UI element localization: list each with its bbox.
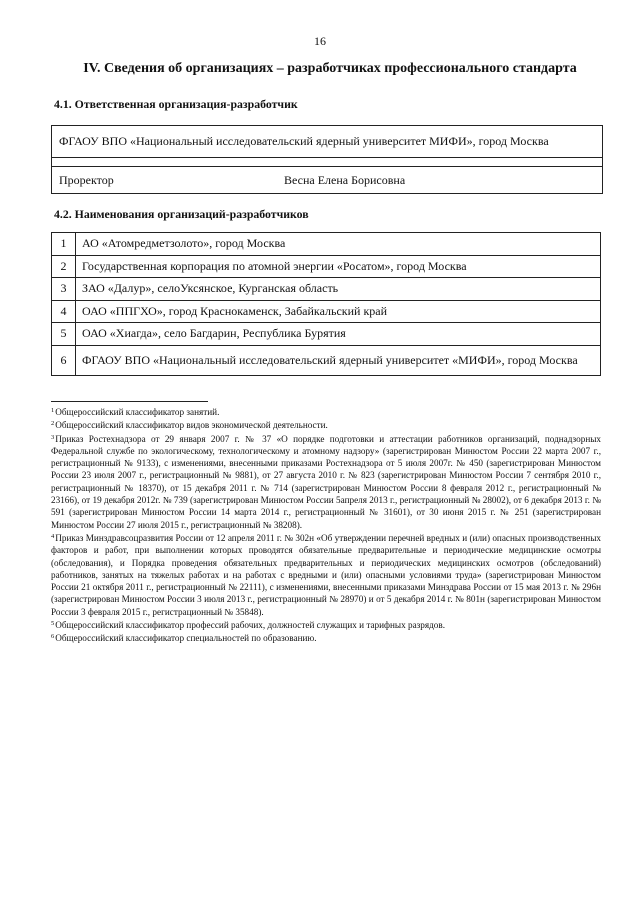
footnote-separator (51, 401, 208, 402)
footnote-text: Общероссийский классификатор занятий. (55, 407, 220, 417)
table-divider (52, 158, 602, 167)
footnote-mark: 1 (51, 407, 55, 414)
table-row (52, 300, 601, 323)
org-name: ЗАО «Далур», селоУксянское, Курганская область (76, 278, 601, 301)
org-name: ОАО «ППГХО», город Краснокаменск, Забайкальский край (76, 300, 601, 323)
org-name: Государственная корпорация по атомной энергии «Росатом», город Москва (76, 255, 601, 278)
person-name: Весна Елена Борисовна (284, 173, 406, 187)
footnote-mark: 4 (51, 532, 55, 540)
org-name: ОАО «Хиагда», село Багдарин, Республика Бурятия (76, 323, 601, 346)
row-number: 6 (52, 345, 76, 375)
table-row (52, 345, 601, 375)
footnote-text: Приказ Ростехнадзора от 29 января 2007 г. № 37 «О порядке подготовки и аттестации работников организаций, поднадзорных Федеральной службе по экологическому, технологическому и атомному надзору» (зарегистрирован Минюстом России 22 марта 2007 г., регистрационный № 9133), с изменениями, внесенными приказами Ростехнадзора от 5 июля 2007г. № 450 (зарегистрирован Минюстом России 23 июля 2007 г., регистрационный № 9881), от 27 августа 2010 г. № 823 (зарегистрирован Минюстом России 7 сентября 2010 г., регистрационный № 18370), от 15 декабря 2011 г. № 714 (зарегистрирован Минюстом России 8 февраля 2012 г., регистрационный № 23166), от 19 декабря 2012г. № 739 (зарегистрирован Минюстом России 5апреля 2013 г., регистрационный № 28002), от 6 декабря 2013 г. № 591 (зарегистрирован Минюстом России 14 марта 2014 г., регистрационный № 31601), от 30 июня 2015 г. № 251 (зарегистрирован Минюстом России 27 июля 2015 г., регистрационный № 38208). (51, 433, 601, 530)
row-number: 2 (52, 255, 76, 278)
footnote-text: Общероссийский классификатор специальностей по образованию. (55, 633, 317, 644)
footnote-text: Приказ Минздравсоцразвития России от 12 апреля 2011 г. № 302н «Об утверждении перечней вредных и (или) опасных производственных факторов и работ, при выполнении которых проводятся обязательные предварительные и периодические медицинские осмотры (обследования), и Порядка проведения обязательных предварительных и периодических медицинских осмотров (обследований) работников, занятых на тяжелых работах и на работах с вредными и (или) опасными условиями труда» (зарегистрирован Минюстом России 21 октября 2011 г., регистрационный № 22111), с изменениями, внесенными приказами Минздрава России от 15 мая 2013 г. № 296н (зарегистрирован Минюстом России 3 июля 2013 г., регистрационный № 28970) и от 5 декабря 2014 г. № 801н (зарегистрирован Минюстом России 3 февраля 2015 г., регистрационный № 35848). (51, 532, 601, 617)
footnote-text: Общероссийский классификатор профессий рабочих, должностей служащих и тарифных разрядов. (55, 620, 446, 631)
responsible-org-heading: 4.1. Ответственная организация-разработчик (54, 97, 298, 111)
footnote-mark: 2 (51, 420, 55, 428)
developer-orgs-heading: 4.2. Наименования организаций-разработчиков (54, 207, 309, 221)
footnote-mark: 5 (51, 620, 55, 628)
footnote-mark: 3 (51, 433, 55, 441)
footnote-text: Общероссийский классификатор видов экономической деятельности. (55, 420, 328, 431)
person-position: Проректор (59, 173, 114, 187)
table-row (52, 278, 601, 301)
page-number: 16 (314, 34, 326, 48)
org-name: ФГАОУ ВПО «Национальный исследовательский ядерный университет «МИФИ», город Москва (76, 345, 601, 375)
section-title: IV. Сведения об организациях – разработчиках профессионального стандарта (83, 61, 577, 76)
footnote (51, 531, 601, 618)
table-row (52, 255, 601, 278)
responsible-person-row (52, 167, 602, 193)
table-row (52, 233, 601, 256)
row-number: 3 (52, 278, 76, 301)
row-number: 1 (52, 233, 76, 256)
table-row (52, 323, 601, 346)
footnote (51, 405, 601, 418)
developer-orgs-table (51, 232, 601, 376)
footnotes (51, 405, 601, 645)
footnote-mark: 6 (51, 633, 55, 641)
org-name: АО «Атомредметзолото», город Москва (76, 233, 601, 256)
footnote (51, 418, 601, 431)
responsible-org-table (51, 125, 603, 194)
footnote (51, 631, 601, 644)
row-number: 4 (52, 300, 76, 323)
footnote (51, 432, 601, 531)
footnote (51, 618, 601, 631)
row-number: 5 (52, 323, 76, 346)
responsible-org-name: ФГАОУ ВПО «Национальный исследовательский ядерный университет МИФИ», город Москва (52, 126, 602, 158)
